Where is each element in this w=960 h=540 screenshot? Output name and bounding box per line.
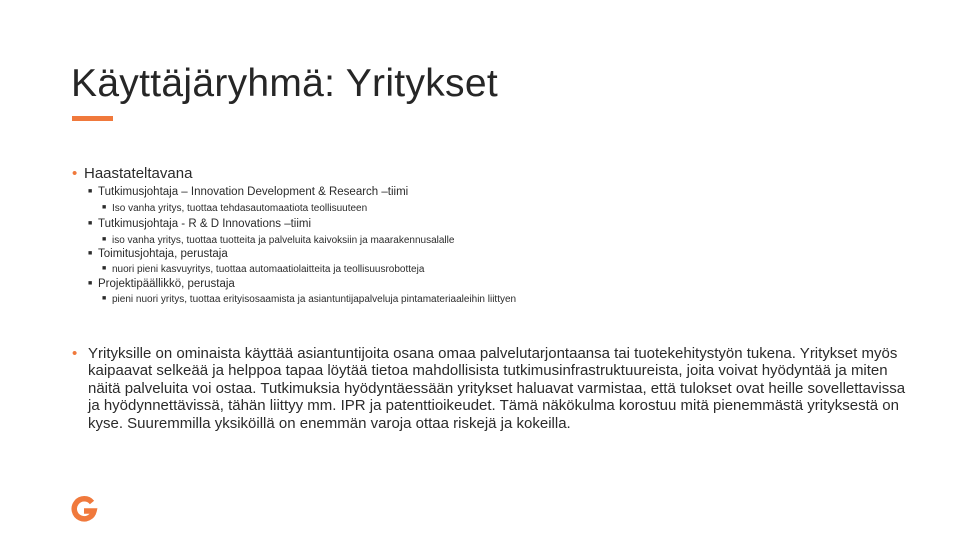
bullet-square-icon: ■	[88, 250, 93, 257]
bullet-square-icon: ■	[88, 188, 93, 195]
sub-sub-bullet-4	[102, 294, 516, 305]
bullet-square-icon: ■	[102, 236, 107, 243]
sub-bullet-3	[88, 248, 228, 260]
sub-sub-bullet-2	[102, 235, 454, 246]
sub-bullet-label: Tutkimusjohtaja – Innovation Development & Research –tiimi	[98, 186, 409, 198]
bullet-yritykset-paragraph	[72, 345, 912, 432]
company-logo	[70, 496, 98, 527]
sub-sub-bullet-1	[102, 203, 367, 214]
bullet-haastateltavana	[72, 165, 192, 182]
bullet-square-icon: ■	[102, 295, 107, 302]
sub-bullet-1	[88, 186, 408, 198]
bullet-dot-icon: •	[72, 345, 78, 362]
sub-sub-bullet-label: pieni nuori yritys, tuottaa erityisosaamista ja asiantuntijapalveluja pintamateriaaleihin liittyen	[112, 294, 517, 305]
slide-title: Käyttäjäryhmä: Yritykset	[71, 62, 498, 105]
bullet-square-icon: ■	[88, 280, 93, 287]
sub-sub-bullet-3	[102, 264, 424, 275]
sub-bullet-4	[88, 278, 235, 290]
paragraph-text: Yrityksille on ominaista käyttää asiantuntijoita osana omaa palvelutarjontaansa tai tuotekehitystyön tukena. Yritykset myös kaipaavat selkeää ja helppoa tapaa löytää tietoa mahdollisista tutkimusinfrastruktuureista, joita voivat hyödyntää ja miten näitä palveluita voi ostaa. Tutkimuksia hyödyntäessään yritykset haluavat varmistaa, että tulokset ovat heille sovellettavissa ja hyödynnettävissä, tähän liittyy mm. IPR ja patenttioikeudet. Tämä näkökulma korostuu mitä pienemmästä yrityksestä on kyse. Suuremmilla yksiköillä on enemmän varoja ottaa riskejä ja kokeilla.	[88, 345, 906, 432]
g-logo-icon	[70, 496, 98, 522]
bullet-dot-icon: •	[72, 165, 78, 182]
bullet-square-icon: ■	[102, 204, 107, 211]
bullet-square-icon: ■	[102, 265, 107, 272]
sub-sub-bullet-label: iso vanha yritys, tuottaa tuotteita ja palveluita kaivoksiin ja maarakennusalalle	[112, 235, 455, 246]
sub-bullet-2	[88, 218, 311, 230]
sub-sub-bullet-label: Iso vanha yritys, tuottaa tehdasautomaatiota teollisuuteen	[112, 203, 368, 214]
sub-sub-bullet-label: nuori pieni kasvuyritys, tuottaa automaatiolaitteita ja teollisuusrobotteja	[112, 264, 425, 275]
sub-bullet-label: Tutkimusjohtaja - R & D Innovations –tiimi	[98, 218, 312, 230]
title-accent-bar	[72, 116, 113, 121]
sub-bullet-label: Projektipäällikkö, perustaja	[98, 278, 235, 290]
bullet-square-icon: ■	[88, 220, 93, 227]
bullet-label: Haastateltavana	[84, 165, 193, 182]
sub-bullet-label: Toimitusjohtaja, perustaja	[98, 248, 228, 260]
